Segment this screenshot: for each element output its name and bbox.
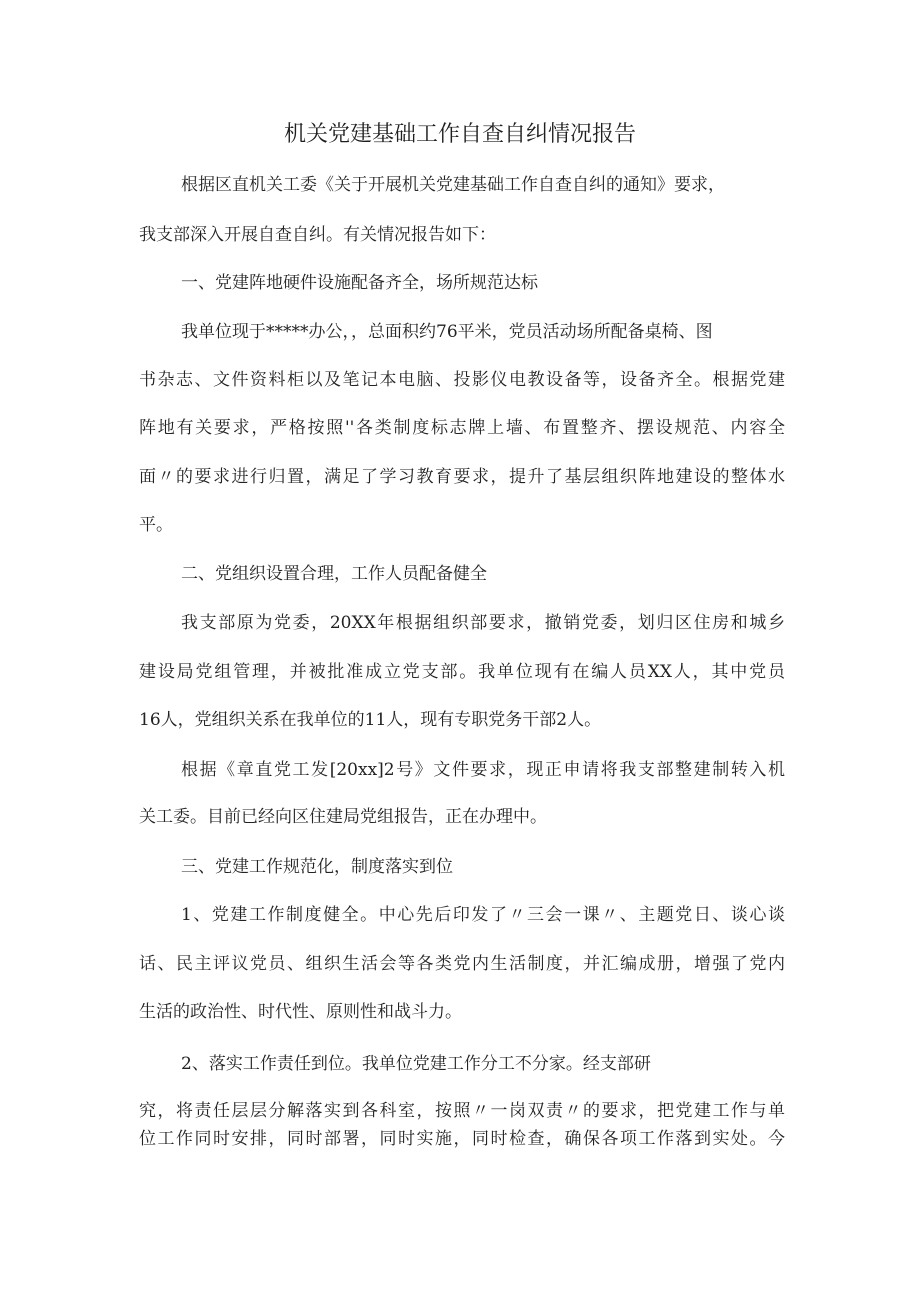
paragraph-line: 16人，党组织关系在我单位的11人，现有专职党务干部2人。 [139, 710, 602, 730]
paragraph-line: 2、落实工作责任到位。我单位党建工作分工不分家。经支部研 [181, 1054, 651, 1074]
paragraph-line: 话、民主评议党员、组织生活会等各类党内生活制度，并汇编成册，增强了党内 [139, 954, 785, 974]
paragraph-line: 根据区直机关工委《关于开展机关党建基础工作自查自纠的通知》要求， [181, 175, 725, 195]
paragraph-line: 面〃的要求进行归置，满足了学习教育要求，提升了基层组织阵地建设的整体水 [139, 467, 785, 487]
paragraph-line: 关工委。目前已经向区住建局党组报告，正在办理中。 [139, 807, 547, 827]
document-title: 机关党建基础工作自查自纠情况报告 [283, 122, 636, 147]
paragraph-line: 我支部深入开展自查自纠。有关情况报告如下： [139, 225, 496, 245]
paragraph-line: 我单位现于*****办公，，总面积约76平米，党员活动场所配备桌椅、图 [181, 322, 713, 342]
paragraph-line: 我支部原为党委，20XX年根据组织部要求，撤销党委，划归区住房和城乡 [181, 613, 785, 633]
section-heading: 一、党建阵地硬件设施配备齐全，场所规范达标 [181, 273, 538, 293]
paragraph-line: 书杂志、文件资料柜以及笔记本电脑、投影仪电教设备等，设备齐全。根据党建 [139, 370, 785, 390]
paragraph-line: 究，将责任层层分解落实到各科室，按照〃一岗双责〃的要求，把党建工作与单 [139, 1101, 785, 1121]
paragraph-line: 根据《章直党工发[20xx]2号》文件要求，现正申请将我支部整建制转入机 [181, 760, 785, 780]
paragraph-line: 阵地有关要求，严格按照''各类制度标志牌上墙、布置整齐、摆设规范、内容全 [139, 418, 785, 438]
paragraph-line: 生活的政治性、时代性、原则性和战斗力。 [139, 1002, 462, 1022]
section-heading: 二、党组织设置合理，工作人员配备健全 [181, 564, 487, 584]
paragraph-line: 1、党建工作制度健全。中心先后印发了〃三会一课〃、主题党日、谈心谈 [181, 905, 785, 925]
paragraph-line: 位工作同时安排，同时部署，同时实施，同时检查，确保各项工作落到实处。今 [139, 1129, 785, 1149]
paragraph-line: 平。 [139, 515, 173, 535]
paragraph-line: 建设局党组管理，并被批准成立党支部。我单位现有在编人员XX人，其中党员 [139, 662, 785, 682]
section-heading: 三、党建工作规范化，制度落实到位 [181, 857, 453, 877]
